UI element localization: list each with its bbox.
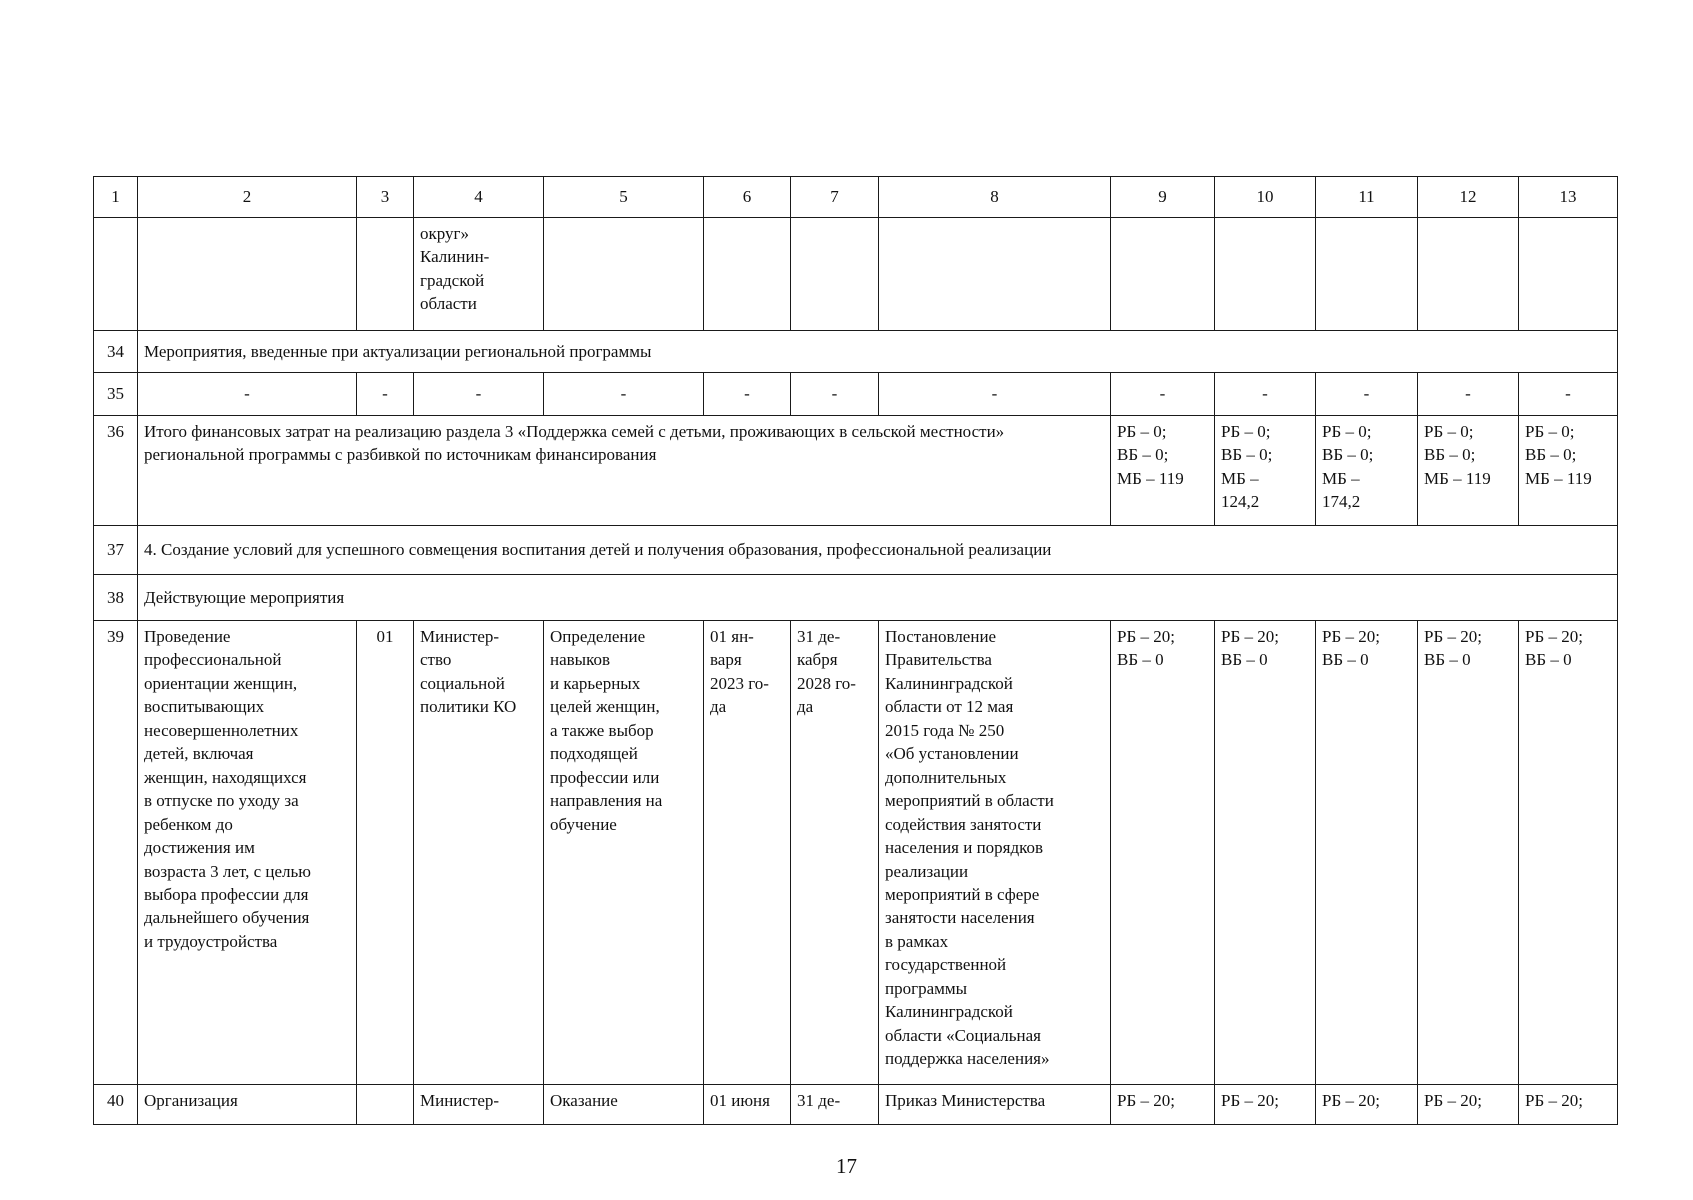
row-number: 34 <box>94 331 138 373</box>
executor-cell: Министер- ство социальной политики КО <box>414 621 544 1085</box>
empty-cell <box>138 218 357 331</box>
result-cell: Оказание <box>544 1085 704 1125</box>
empty-cell <box>94 218 138 331</box>
section-heading: Действующие мероприятия <box>138 575 1618 621</box>
dash-cell: - <box>414 373 544 416</box>
empty-cell <box>1215 218 1316 331</box>
empty-cell <box>791 218 879 331</box>
activity-name-cell: Проведение профессиональной ориентации женщин, воспитывающих несовершеннолетних детей, включая женщин, находящихся в отпуске по уходу за ребенком до достижения им возраста 3 лет, с целью выбора профессии для дальнейшего обучения и трудоустройства <box>138 621 357 1085</box>
column-number: 11 <box>1316 177 1418 218</box>
funding-cell: РБ – 0; ВБ – 0; МБ – 174,2 <box>1316 416 1418 526</box>
funding-cell: РБ – 20; <box>1418 1085 1519 1125</box>
empty-cell <box>1316 218 1418 331</box>
legal-basis-cell: Приказ Министерства <box>879 1085 1111 1125</box>
program-table <box>93 176 1618 1125</box>
dash-cell: - <box>704 373 791 416</box>
row-number: 40 <box>94 1085 138 1125</box>
dash-cell: - <box>357 373 414 416</box>
end-date-cell: 31 де- <box>791 1085 879 1125</box>
column-number: 13 <box>1519 177 1618 218</box>
empty-activity-row-35 <box>94 373 1618 416</box>
column-number: 10 <box>1215 177 1316 218</box>
column-number: 8 <box>879 177 1111 218</box>
funding-cell: РБ – 20; ВБ – 0 <box>1111 621 1215 1085</box>
dash-cell: - <box>138 373 357 416</box>
column-number-row <box>94 177 1618 218</box>
section-row-38 <box>94 575 1618 621</box>
continuation-row <box>94 218 1618 331</box>
dash-cell: - <box>1519 373 1618 416</box>
empty-cell <box>1519 218 1618 331</box>
row-number: 37 <box>94 526 138 575</box>
empty-cell <box>879 218 1111 331</box>
funding-cell: РБ – 20; ВБ – 0 <box>1316 621 1418 1085</box>
funding-cell: РБ – 20; ВБ – 0 <box>1519 621 1618 1085</box>
funding-cell: РБ – 20; ВБ – 0 <box>1418 621 1519 1085</box>
column-number: 7 <box>791 177 879 218</box>
dash-cell: - <box>879 373 1111 416</box>
dash-cell: - <box>1316 373 1418 416</box>
section-heading: 4. Создание условий для успешного совмещения воспитания детей и получения образования, профессиональной реализации <box>138 526 1618 575</box>
column-number: 12 <box>1418 177 1519 218</box>
row-number: 36 <box>94 416 138 526</box>
activity-name-cell: Организация <box>138 1085 357 1125</box>
funding-cell: РБ – 20; <box>1111 1085 1215 1125</box>
row-number: 35 <box>94 373 138 416</box>
section-row-37 <box>94 526 1618 575</box>
start-date-cell: 01 июня <box>704 1085 791 1125</box>
funding-cell: РБ – 0; ВБ – 0; МБ – 119 <box>1519 416 1618 526</box>
activity-row-39 <box>94 621 1618 1085</box>
activity-code-cell <box>357 1085 414 1125</box>
column-number: 4 <box>414 177 544 218</box>
row-number: 39 <box>94 621 138 1085</box>
result-cell: Определение навыков и карьерных целей женщин, а также выбор подходящей профессии или направления на обучение <box>544 621 704 1085</box>
funding-cell: РБ – 0; ВБ – 0; МБ – 119 <box>1418 416 1519 526</box>
funding-cell: РБ – 20; <box>1316 1085 1418 1125</box>
executor-cell: Министер- <box>414 1085 544 1125</box>
dash-cell: - <box>544 373 704 416</box>
funding-cell: РБ – 0; ВБ – 0; МБ – 119 <box>1111 416 1215 526</box>
empty-cell <box>704 218 791 331</box>
dash-cell: - <box>1215 373 1316 416</box>
empty-cell <box>1111 218 1215 331</box>
executor-cell: округ» Калинин- градской области <box>414 218 544 331</box>
activity-row-40 <box>94 1085 1618 1125</box>
column-number: 5 <box>544 177 704 218</box>
empty-cell <box>357 218 414 331</box>
end-date-cell: 31 де- кабря 2028 го- да <box>791 621 879 1085</box>
column-number: 6 <box>704 177 791 218</box>
section-row-34 <box>94 331 1618 373</box>
empty-cell <box>544 218 704 331</box>
dash-cell: - <box>1111 373 1215 416</box>
funding-cell: РБ – 0; ВБ – 0; МБ – 124,2 <box>1215 416 1316 526</box>
funding-cell: РБ – 20; ВБ – 0 <box>1215 621 1316 1085</box>
column-number: 1 <box>94 177 138 218</box>
column-number: 3 <box>357 177 414 218</box>
funding-cell: РБ – 20; <box>1519 1085 1618 1125</box>
section-heading: Мероприятия, введенные при актуализации региональной программы <box>138 331 1618 373</box>
total-description: Итого финансовых затрат на реализацию раздела 3 «Поддержка семей с детьми, проживающих в сельской местности» региональной программы с разбивкой по источникам финансирования <box>138 416 1111 526</box>
activity-code-cell: 01 <box>357 621 414 1085</box>
row-number: 38 <box>94 575 138 621</box>
page-number: 17 <box>836 1154 857 1178</box>
empty-cell <box>1418 218 1519 331</box>
column-number: 2 <box>138 177 357 218</box>
total-row-36 <box>94 416 1618 526</box>
dash-cell: - <box>791 373 879 416</box>
funding-cell: РБ – 20; <box>1215 1085 1316 1125</box>
dash-cell: - <box>1418 373 1519 416</box>
start-date-cell: 01 ян- варя 2023 го- да <box>704 621 791 1085</box>
column-number: 9 <box>1111 177 1215 218</box>
legal-basis-cell: Постановление Правительства Калининградской области от 12 мая 2015 года № 250 «Об установлении дополнительных мероприятий в области содействия занятости населения и порядков реализации мероприятий в сфере занятости населения в рамках государственной программы Калининградской области «Социальная поддержка населения» <box>879 621 1111 1085</box>
